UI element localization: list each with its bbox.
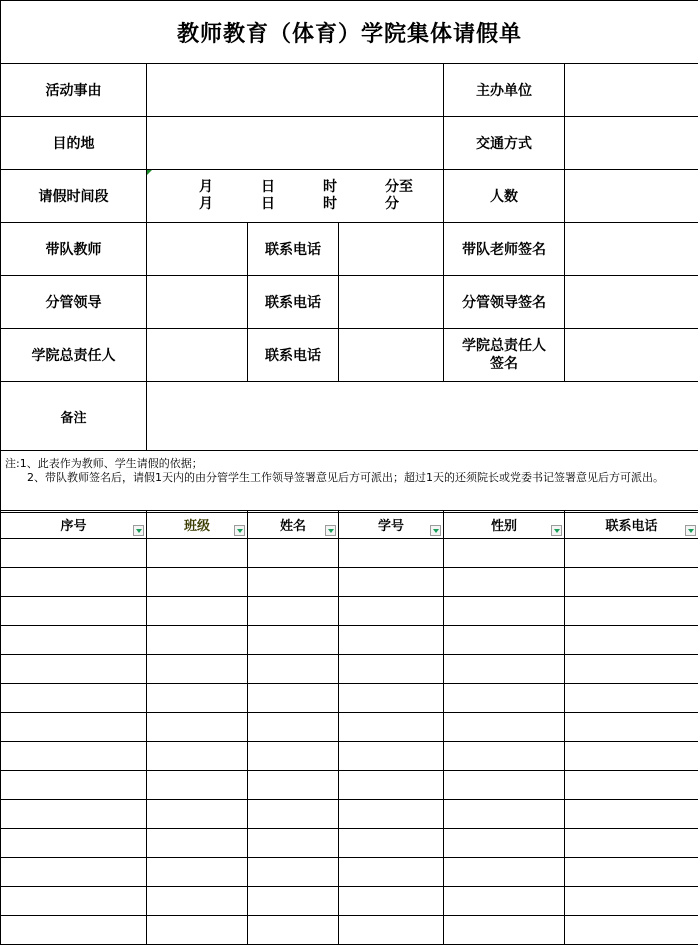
table-cell[interactable] [248,742,339,771]
table-cell[interactable] [248,771,339,800]
cell-comment-marker [147,170,152,175]
column-header-class [147,511,248,539]
table-cell[interactable] [339,887,444,916]
table-cell[interactable] [1,829,147,858]
table-cell[interactable] [248,829,339,858]
table-cell[interactable] [444,771,565,800]
table-cell[interactable] [248,684,339,713]
table-row [1,684,698,713]
activity-field[interactable] [147,64,444,117]
table-cell[interactable] [444,829,565,858]
roster-header-row [1,511,698,539]
remarks-label: 备注 [1,382,147,451]
start-hour-label: 时 [323,179,385,196]
table-cell[interactable] [565,771,698,800]
table-cell[interactable] [147,858,248,887]
filter-dropdown-icon[interactable] [551,525,562,536]
table-cell[interactable] [444,887,565,916]
notes [1,451,698,513]
period-label: 请假时间段 [1,170,147,223]
table-cell[interactable] [339,568,444,597]
table-cell[interactable] [147,568,248,597]
table-row [1,626,698,655]
table-cell[interactable] [248,858,339,887]
table-cell[interactable] [444,800,565,829]
end-minute-label: 分 [385,196,399,213]
table-row [1,771,698,800]
table-cell[interactable] [339,858,444,887]
headcount-field[interactable] [565,170,698,223]
column-header-label: 班级 [184,515,210,534]
table-row [1,887,698,916]
table-cell[interactable] [147,684,248,713]
table-cell[interactable] [147,713,248,742]
leader-phone-field[interactable] [339,276,444,329]
lead-teacher-field[interactable] [147,223,248,276]
chief-phone-field[interactable] [339,329,444,382]
table-cell[interactable] [1,539,147,568]
table-cell[interactable] [248,916,339,945]
leader-label: 分管领导 [1,276,147,329]
table-cell[interactable] [248,655,339,684]
chief-sign-field[interactable] [565,329,698,382]
filter-dropdown-icon[interactable] [685,525,696,536]
table-cell[interactable] [248,539,339,568]
chief-field[interactable] [147,329,248,382]
table-row [1,829,698,858]
start-minute-label: 分至 [385,179,413,196]
table-row [1,597,698,626]
lead-sign-field[interactable] [565,223,698,276]
table-cell[interactable] [147,655,248,684]
table-cell[interactable] [1,771,147,800]
organizer-field[interactable] [565,64,698,117]
form-title: 教师教育（体育）学院集体请假单 [1,1,698,64]
chief-sign-label-line1: 学院总责任人 [444,337,564,355]
table-cell[interactable] [1,626,147,655]
leader-sign-label: 分管领导签名 [444,276,565,329]
table-cell[interactable] [565,655,698,684]
table-cell[interactable] [248,713,339,742]
end-hour-label: 时 [323,196,385,213]
table-row [1,742,698,771]
table-cell[interactable] [565,713,698,742]
table-cell[interactable] [444,539,565,568]
table-cell[interactable] [339,684,444,713]
table-cell[interactable] [339,539,444,568]
roster-body [1,539,698,945]
table-cell[interactable] [565,800,698,829]
chief-sign-label-line2: 签名 [444,355,564,373]
table-cell[interactable] [147,742,248,771]
table-cell[interactable] [248,568,339,597]
table-row [1,858,698,887]
table-cell[interactable] [339,597,444,626]
table-row [1,568,698,597]
table-cell[interactable] [248,626,339,655]
note-line-1: 注:1、此表作为教师、学生请假的依据； [5,457,203,470]
table-cell[interactable] [444,742,565,771]
table-cell[interactable] [565,626,698,655]
table-cell[interactable] [565,597,698,626]
start-day-label: 日 [261,179,323,196]
table-cell[interactable] [444,655,565,684]
table-cell[interactable] [565,829,698,858]
table-cell[interactable] [248,597,339,626]
table-cell[interactable] [147,771,248,800]
lead-sign-label: 带队老师签名 [444,223,565,276]
table-cell[interactable] [147,800,248,829]
period-field[interactable] [147,170,444,223]
leader-field[interactable] [147,276,248,329]
leader-phone-label: 联系电话 [248,276,339,329]
chief-phone-label: 联系电话 [248,329,339,382]
destination-field[interactable] [147,117,444,170]
table-cell[interactable] [339,800,444,829]
filter-dropdown-icon[interactable] [234,525,245,536]
table-cell[interactable] [147,829,248,858]
table-cell[interactable] [444,916,565,945]
table-cell[interactable] [565,887,698,916]
organizer-label: 主办单位 [444,64,565,117]
table-cell[interactable] [147,539,248,568]
table-row [1,713,698,742]
table-cell[interactable] [1,858,147,887]
lead-teacher-label: 带队教师 [1,223,147,276]
table-cell[interactable] [1,597,147,626]
table-cell[interactable] [339,771,444,800]
table-cell[interactable] [565,684,698,713]
table-cell[interactable] [444,684,565,713]
table-cell[interactable] [147,626,248,655]
table-cell[interactable] [444,713,565,742]
transport-field[interactable] [565,117,698,170]
column-header-label: 性别 [491,515,517,534]
column-header-phone [565,511,698,539]
start-month-label: 月 [199,179,261,196]
table-cell[interactable] [339,626,444,655]
table-cell[interactable] [339,916,444,945]
table-cell[interactable] [1,684,147,713]
table-cell[interactable] [1,655,147,684]
activity-label: 活动事由 [1,64,147,117]
column-header-name [248,511,339,539]
table-cell[interactable] [339,655,444,684]
column-header-student-id [339,511,444,539]
table-cell[interactable] [444,568,565,597]
note-line-2: 2、带队教师签名后，请假1天内的由分管学生工作领导签署意见后方可派出；超过1天的还须院长或党委书记签署意见后方可派出。 [5,471,696,485]
leader-sign-field[interactable] [565,276,698,329]
table-cell[interactable] [339,829,444,858]
table-cell[interactable] [565,916,698,945]
period-start-line [147,179,443,196]
column-header-label: 序号 [60,515,86,534]
chief-label: 学院总责任人 [1,329,147,382]
table-cell[interactable] [565,539,698,568]
lead-phone-field[interactable] [339,223,444,276]
table-cell[interactable] [147,887,248,916]
table-cell[interactable] [565,858,698,887]
table-cell[interactable] [444,626,565,655]
period-end-line [147,196,443,213]
column-header-label: 联系电话 [605,515,657,534]
table-cell[interactable] [248,800,339,829]
table-cell[interactable] [1,916,147,945]
filter-dropdown-icon[interactable] [133,525,144,536]
table-cell[interactable] [1,568,147,597]
table-cell[interactable] [1,742,147,771]
table-cell[interactable] [1,713,147,742]
filter-dropdown-icon[interactable] [430,525,441,536]
destination-label: 目的地 [1,117,147,170]
table-row [1,655,698,684]
table-cell[interactable] [1,887,147,916]
column-header-gender [444,511,565,539]
table-cell[interactable] [339,713,444,742]
column-header-label: 姓名 [280,515,306,534]
table-cell[interactable] [444,858,565,887]
table-cell[interactable] [565,568,698,597]
table-cell[interactable] [444,597,565,626]
transport-label: 交通方式 [444,117,565,170]
table-cell[interactable] [147,916,248,945]
headcount-label: 人数 [444,170,565,223]
table-row [1,539,698,568]
student-roster-table [0,510,698,945]
table-row [1,800,698,829]
column-header-index [1,511,147,539]
chief-sign-label [444,329,565,382]
table-cell[interactable] [248,887,339,916]
table-row [1,916,698,945]
remarks-field[interactable] [147,382,698,451]
end-day-label: 日 [261,196,323,213]
table-cell[interactable] [147,597,248,626]
table-cell[interactable] [339,742,444,771]
lead-phone-label: 联系电话 [248,223,339,276]
filter-dropdown-icon[interactable] [325,525,336,536]
end-month-label: 月 [199,196,261,213]
table-cell[interactable] [1,800,147,829]
table-cell[interactable] [565,742,698,771]
column-header-label: 学号 [378,515,404,534]
